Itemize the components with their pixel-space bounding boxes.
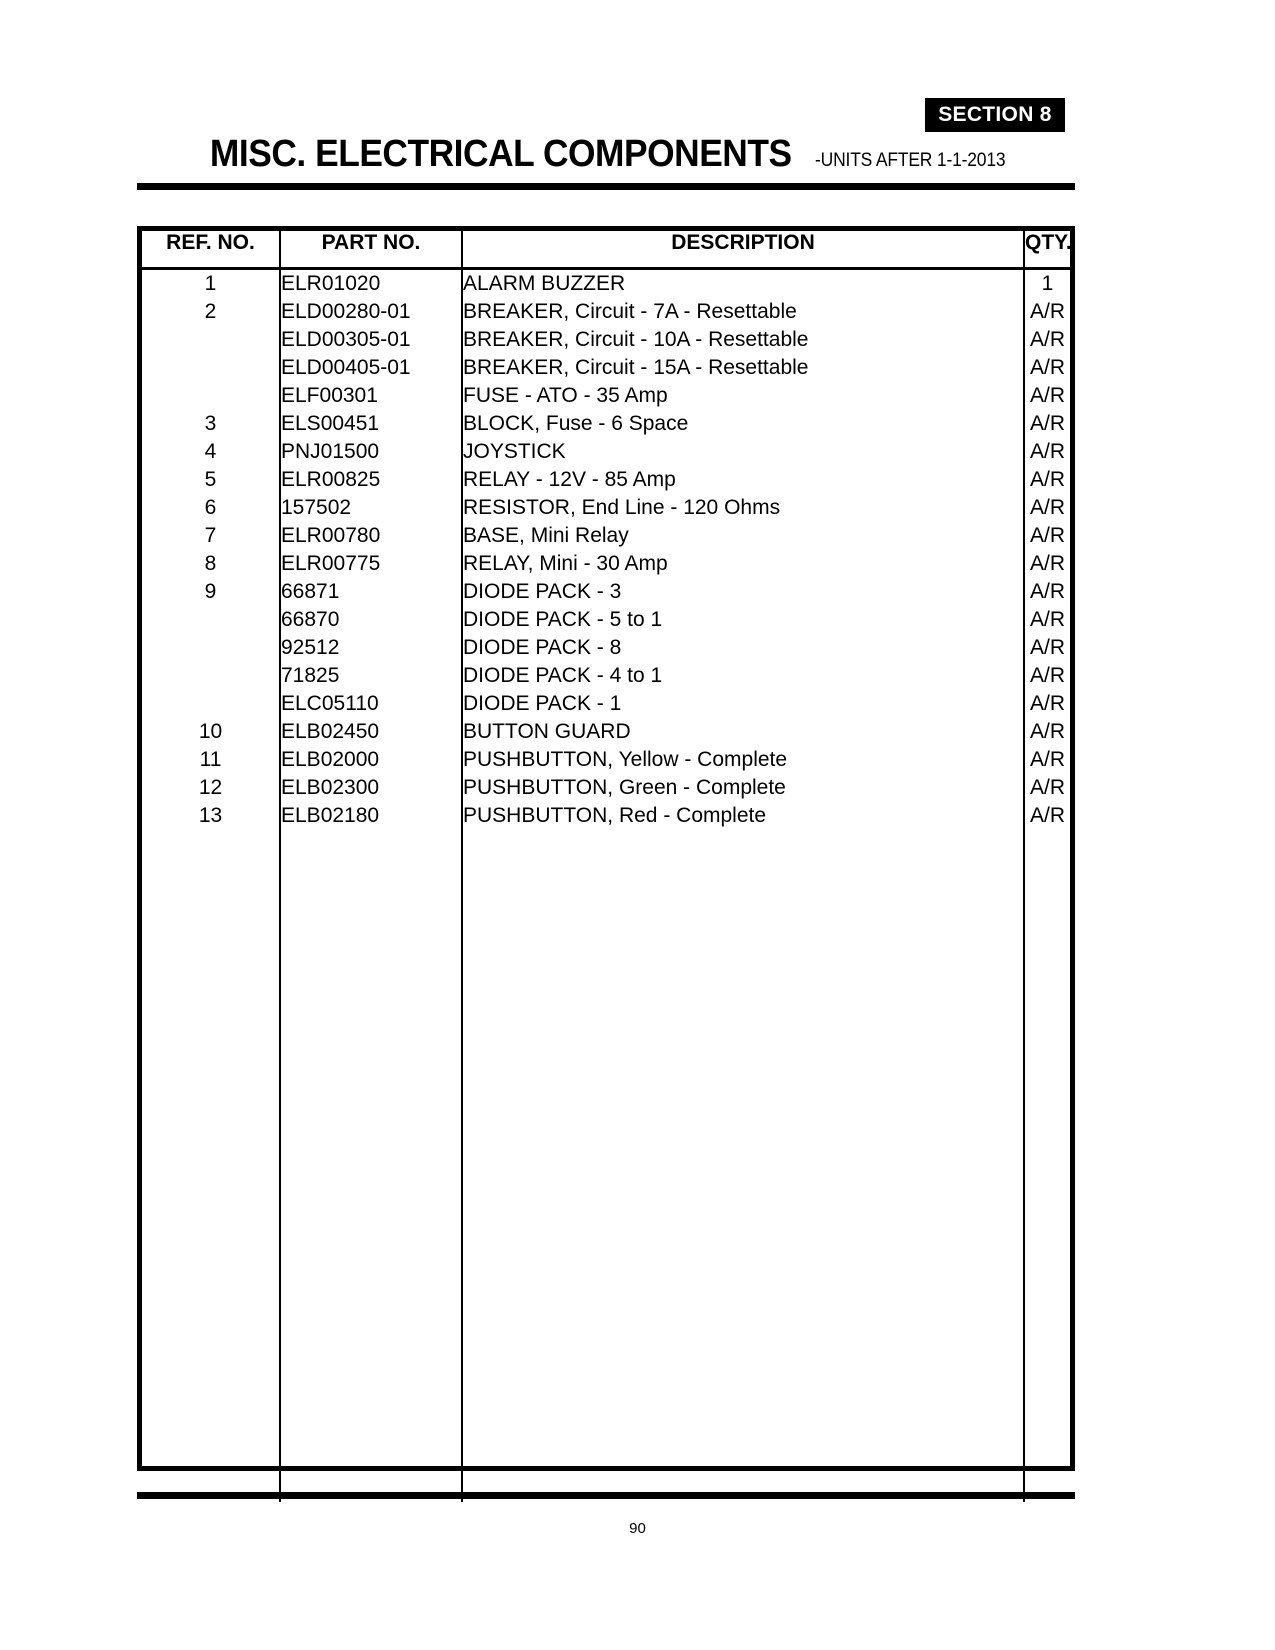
cell-empty (280, 1110, 462, 1138)
table-row-empty (142, 998, 1070, 1026)
table-row-empty (142, 1250, 1070, 1278)
cell-part-no: ELD00305-01 (280, 326, 462, 354)
cell-empty (142, 1418, 280, 1446)
table-row-empty (142, 886, 1070, 914)
cell-description: DIODE PACK - 5 to 1 (462, 606, 1024, 634)
cell-empty (462, 1026, 1024, 1054)
cell-part-no: ELB02180 (280, 802, 462, 830)
parts-table-container (137, 226, 1075, 1471)
table-row-empty (142, 1362, 1070, 1390)
table-row-empty (142, 942, 1070, 970)
cell-empty (1024, 1082, 1070, 1110)
table-row-empty (142, 1194, 1070, 1222)
cell-empty (280, 1250, 462, 1278)
cell-ref-no: 1 (142, 269, 280, 299)
cell-empty (462, 942, 1024, 970)
cell-empty (1024, 1166, 1070, 1194)
cell-empty (462, 1194, 1024, 1222)
cell-empty (1024, 1250, 1070, 1278)
table-row-empty (142, 1110, 1070, 1138)
cell-empty (280, 1054, 462, 1082)
cell-empty (142, 1166, 280, 1194)
cell-empty (1024, 858, 1070, 886)
cell-empty (280, 970, 462, 998)
cell-empty (280, 1166, 462, 1194)
cell-empty (1024, 886, 1070, 914)
cell-empty (462, 1166, 1024, 1194)
cell-empty (462, 970, 1024, 998)
cell-qty: A/R (1029, 580, 1065, 603)
cell-description: PUSHBUTTON, Red - Complete (462, 802, 1024, 830)
cell-empty (462, 998, 1024, 1026)
cell-empty (280, 1278, 462, 1306)
cell-empty (1024, 830, 1070, 858)
cell-empty (280, 858, 462, 886)
cell-ref-no: 11 (142, 746, 280, 774)
table-row (142, 802, 1070, 830)
cell-empty (462, 886, 1024, 914)
cell-empty (1024, 942, 1070, 970)
table-row-empty (142, 1138, 1070, 1166)
cell-empty (142, 1250, 280, 1278)
cell-description: DIODE PACK - 1 (462, 690, 1024, 718)
cell-empty (1024, 1278, 1070, 1306)
cell-empty (142, 1110, 280, 1138)
cell-qty: A/R (1029, 692, 1065, 715)
table-header-row (142, 231, 1070, 269)
cell-description: FUSE - ATO - 35 Amp (462, 382, 1024, 410)
table-row (142, 522, 1070, 550)
cell-empty (280, 1334, 462, 1362)
cell-qty: A/R (1029, 440, 1065, 463)
cell-empty (462, 830, 1024, 858)
page-number: 90 (629, 1520, 646, 1537)
cell-empty (1024, 1054, 1070, 1082)
cell-part-no: 66870 (280, 606, 462, 634)
cell-part-no: ELD00405-01 (280, 354, 462, 382)
cell-description: PUSHBUTTON, Green - Complete (462, 774, 1024, 802)
cell-empty (280, 1082, 462, 1110)
cell-part-no: ELB02450 (280, 718, 462, 746)
table-row (142, 578, 1070, 606)
cell-qty: A/R (1029, 496, 1065, 519)
table-row (142, 410, 1070, 438)
section-badge: SECTION 8 (925, 98, 1065, 132)
table-row (142, 354, 1070, 382)
cell-qty: A/R (1029, 608, 1065, 631)
table-row-empty (142, 1222, 1070, 1250)
cell-qty: A/R (1029, 300, 1065, 323)
cell-ref-no (142, 382, 280, 410)
column-header-qty: QTY. (1024, 231, 1070, 269)
cell-ref-no: 4 (142, 438, 280, 466)
cell-empty (142, 942, 280, 970)
table-row (142, 466, 1070, 494)
cell-description: DIODE PACK - 8 (462, 634, 1024, 662)
cell-qty: A/R (1029, 776, 1065, 799)
cell-description: BUTTON GUARD (462, 718, 1024, 746)
cell-description: PUSHBUTTON, Yellow - Complete (462, 746, 1024, 774)
cell-empty (1024, 1390, 1070, 1418)
table-row-empty (142, 1026, 1070, 1054)
cell-empty (462, 1418, 1024, 1446)
cell-empty (142, 1278, 280, 1306)
cell-empty (142, 858, 280, 886)
cell-empty (142, 1362, 280, 1390)
cell-empty (280, 998, 462, 1026)
parts-table (142, 231, 1070, 1502)
cell-empty (462, 1054, 1024, 1082)
cell-empty (280, 1362, 462, 1390)
table-body (142, 269, 1070, 1503)
cell-empty (280, 1418, 462, 1446)
table-row (142, 326, 1070, 354)
cell-empty (462, 1110, 1024, 1138)
table-row-empty (142, 1054, 1070, 1082)
cell-empty (462, 1138, 1024, 1166)
cell-empty (142, 830, 280, 858)
cell-empty (1024, 998, 1070, 1026)
cell-empty (462, 1334, 1024, 1362)
cell-empty (462, 858, 1024, 886)
cell-empty (462, 914, 1024, 942)
table-row-empty (142, 830, 1070, 858)
cell-empty (280, 1026, 462, 1054)
cell-part-no: 71825 (280, 662, 462, 690)
header-rule (137, 183, 1075, 190)
cell-qty: A/R (1029, 664, 1065, 687)
cell-qty: A/R (1029, 552, 1065, 575)
cell-ref-no: 7 (142, 522, 280, 550)
cell-ref-no (142, 634, 280, 662)
cell-empty (1024, 1418, 1070, 1446)
table-row (142, 550, 1070, 578)
cell-qty: A/R (1029, 356, 1065, 379)
cell-description: BREAKER, Circuit - 7A - Resettable (462, 298, 1024, 326)
cell-description: DIODE PACK - 4 to 1 (462, 662, 1024, 690)
cell-qty: A/R (1029, 720, 1065, 743)
cell-ref-no: 10 (142, 718, 280, 746)
cell-part-no: ELB02000 (280, 746, 462, 774)
cell-ref-no: 2 (142, 298, 280, 326)
cell-description: ALARM BUZZER (462, 269, 1024, 299)
cell-empty (1024, 970, 1070, 998)
table-row-empty (142, 1082, 1070, 1110)
cell-ref-no: 5 (142, 466, 280, 494)
cell-empty (280, 1446, 462, 1474)
table-row (142, 606, 1070, 634)
table-row-empty (142, 858, 1070, 886)
cell-part-no: 66871 (280, 578, 462, 606)
cell-empty (142, 1306, 280, 1334)
table-row (142, 494, 1070, 522)
cell-empty (1024, 914, 1070, 942)
cell-empty (1024, 1026, 1070, 1054)
cell-empty (280, 942, 462, 970)
cell-ref-no (142, 606, 280, 634)
cell-ref-no (142, 354, 280, 382)
table-row (142, 718, 1070, 746)
cell-empty (462, 1082, 1024, 1110)
cell-empty (1024, 1110, 1070, 1138)
cell-empty (280, 1194, 462, 1222)
cell-ref-no (142, 326, 280, 354)
table-row (142, 298, 1070, 326)
cell-part-no: 157502 (280, 494, 462, 522)
cell-empty (280, 914, 462, 942)
cell-empty (1024, 1138, 1070, 1166)
cell-empty (280, 886, 462, 914)
cell-part-no: 92512 (280, 634, 462, 662)
cell-empty (1024, 1362, 1070, 1390)
cell-ref-no: 9 (142, 578, 280, 606)
cell-empty (462, 1250, 1024, 1278)
cell-empty (280, 830, 462, 858)
cell-empty (142, 914, 280, 942)
cell-part-no: ELC05110 (280, 690, 462, 718)
cell-description: DIODE PACK - 3 (462, 578, 1024, 606)
cell-empty (280, 1306, 462, 1334)
cell-qty: A/R (1029, 468, 1065, 491)
table-row-empty (142, 1306, 1070, 1334)
cell-part-no: ELF00301 (280, 382, 462, 410)
cell-part-no: ELR00825 (280, 466, 462, 494)
page-title-subtitle: -UNITS AFTER 1-1-2013 (814, 150, 1006, 171)
cell-empty (142, 1222, 280, 1250)
cell-ref-no: 3 (142, 410, 280, 438)
cell-qty: 1 (1041, 272, 1054, 295)
cell-empty (462, 1306, 1024, 1334)
cell-empty (462, 1222, 1024, 1250)
table-header (142, 231, 1070, 269)
cell-part-no: ELR01020 (280, 269, 462, 299)
cell-description: BREAKER, Circuit - 15A - Resettable (462, 354, 1024, 382)
column-header-part-no: PART NO. (280, 231, 462, 269)
table-row-empty (142, 1446, 1070, 1474)
cell-part-no: ELD00280-01 (280, 298, 462, 326)
cell-description: BASE, Mini Relay (462, 522, 1024, 550)
table-row (142, 634, 1070, 662)
cell-part-no: ELB02300 (280, 774, 462, 802)
cell-empty (142, 1390, 280, 1418)
cell-empty (280, 1138, 462, 1166)
cell-description: BLOCK, Fuse - 6 Space (462, 410, 1024, 438)
table-row (142, 269, 1070, 299)
cell-part-no: PNJ01500 (280, 438, 462, 466)
table-row (142, 438, 1070, 466)
cell-ref-no (142, 662, 280, 690)
cell-qty: A/R (1029, 384, 1065, 407)
cell-ref-no (142, 690, 280, 718)
cell-empty (142, 998, 280, 1026)
cell-qty: A/R (1029, 636, 1065, 659)
cell-qty: A/R (1029, 804, 1065, 827)
cell-empty (142, 886, 280, 914)
cell-description: BREAKER, Circuit - 10A - Resettable (462, 326, 1024, 354)
table-row-empty (142, 914, 1070, 942)
table-row-empty (142, 1334, 1070, 1362)
footer-rule (137, 1492, 1075, 1499)
cell-ref-no: 13 (142, 802, 280, 830)
table-row (142, 690, 1070, 718)
table-row-empty (142, 1166, 1070, 1194)
table-row-empty (142, 1278, 1070, 1306)
cell-qty: A/R (1029, 524, 1065, 547)
table-row (142, 662, 1070, 690)
table-row (142, 746, 1070, 774)
cell-qty: A/R (1029, 412, 1065, 435)
cell-empty (142, 970, 280, 998)
cell-part-no: ELR00775 (280, 550, 462, 578)
cell-empty (142, 1082, 280, 1110)
table-row-empty (142, 1418, 1070, 1446)
cell-empty (462, 1446, 1024, 1474)
cell-empty (142, 1138, 280, 1166)
cell-empty (142, 1054, 280, 1082)
page-title-main: MISC. ELECTRICAL COMPONENTS (210, 133, 792, 175)
cell-empty (1024, 1334, 1070, 1362)
cell-empty (142, 1334, 280, 1362)
table-row (142, 774, 1070, 802)
cell-empty (1024, 1306, 1070, 1334)
cell-ref-no: 6 (142, 494, 280, 522)
cell-empty (462, 1278, 1024, 1306)
cell-empty (280, 1390, 462, 1418)
table-row (142, 382, 1070, 410)
cell-description: RELAY - 12V - 85 Amp (462, 466, 1024, 494)
cell-empty (1024, 1222, 1070, 1250)
page-title (135, 133, 1075, 177)
table-row-empty (142, 1390, 1070, 1418)
cell-description: RELAY, Mini - 30 Amp (462, 550, 1024, 578)
cell-empty (462, 1362, 1024, 1390)
cell-empty (462, 1390, 1024, 1418)
cell-part-no: ELS00451 (280, 410, 462, 438)
cell-qty: A/R (1029, 748, 1065, 771)
cell-part-no: ELR00780 (280, 522, 462, 550)
table-row-empty (142, 970, 1070, 998)
cell-empty (280, 1222, 462, 1250)
cell-ref-no: 12 (142, 774, 280, 802)
cell-description: JOYSTICK (462, 438, 1024, 466)
column-header-ref-no: REF. NO. (142, 231, 280, 269)
cell-empty (142, 1026, 280, 1054)
cell-empty (1024, 1194, 1070, 1222)
cell-ref-no: 8 (142, 550, 280, 578)
cell-description: RESISTOR, End Line - 120 Ohms (462, 494, 1024, 522)
cell-empty (142, 1194, 280, 1222)
cell-qty: A/R (1029, 328, 1065, 351)
cell-empty (142, 1446, 280, 1474)
cell-empty (1024, 1446, 1070, 1474)
column-header-description: DESCRIPTION (462, 231, 1024, 269)
